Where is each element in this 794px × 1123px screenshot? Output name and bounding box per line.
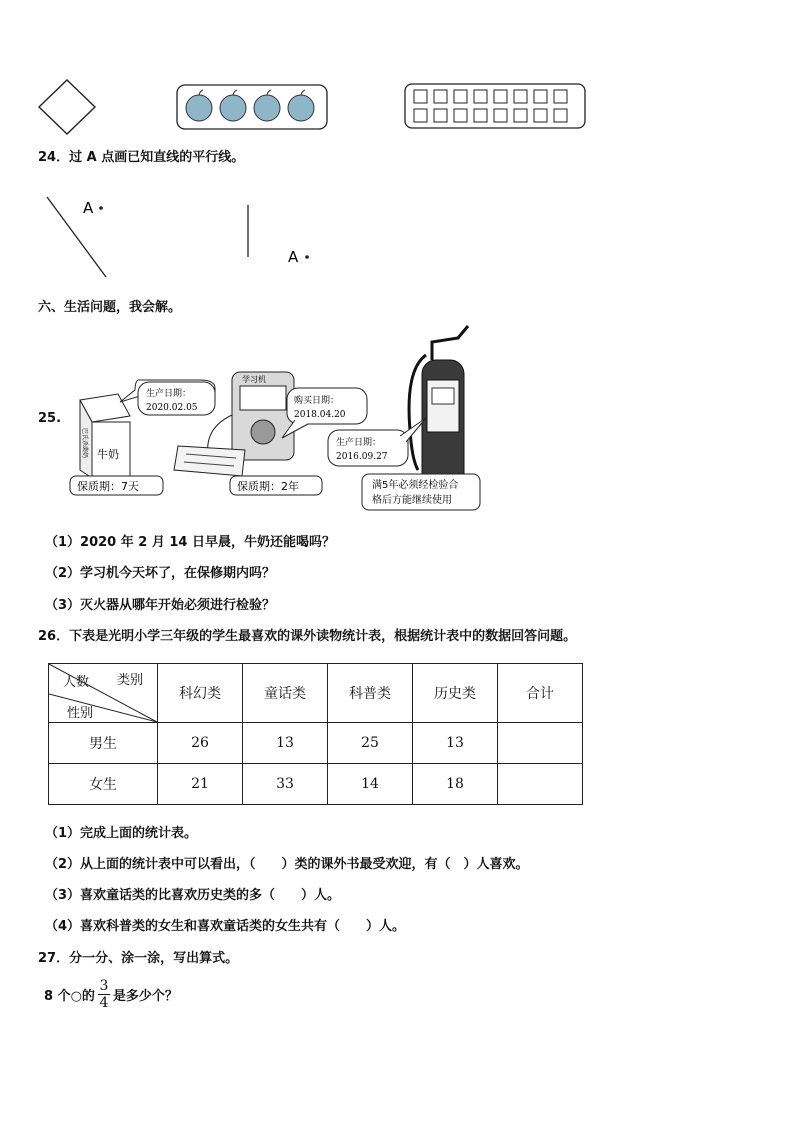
squares-frame [405,84,585,128]
question-27: 27．分一分、涂一涂，写出算式。 [38,951,239,966]
corner-label-gender: 性别 [67,706,94,721]
apple-icon [186,90,212,121]
table-corner-cell [49,664,158,723]
milk-shelf-life: 保质期：7天 [77,480,139,493]
question-25-sub2: （2）学习机今天坏了，在保修期内吗？ [45,566,276,581]
extinguisher-bubble-value: 2016.09.27 [336,452,388,462]
question-25-sub1: （1）2020 年 2 月 14 日早晨，牛奶还能喝吗？ [45,535,335,550]
table-cell: 13 [243,723,328,764]
total-cell-blank[interactable] [498,764,583,805]
table-cell: 26 [158,723,243,764]
table-cell: 13 [413,723,498,764]
table-cell: 25 [328,723,413,764]
question-25-sub3: （3）灭火器从哪年开始必须进行检验？ [45,598,276,613]
corner-label-category: 类别 [116,673,143,688]
question-24: 24．过 A 点画已知直线的平行线。 [38,150,245,165]
question-27-prefix: 8 个○的 [44,989,95,1004]
apple-icon [288,90,314,121]
milk-bubble-title: 生产日期： [146,389,192,399]
table-cell: 21 [158,764,243,805]
milk-label: 牛奶 [97,448,119,461]
point-a-label-2: A [288,248,299,266]
table-header-cell: 合计 [498,664,583,723]
apple-icon [254,90,280,121]
row-label: 男生 [49,723,158,764]
table-header-cell: 科幻类 [158,664,243,723]
fraction [98,978,110,1011]
corner-label-count: 人数 [63,675,90,690]
question-26-sub4: （4）喜欢科普类的女生和喜欢童话类的女生共有（ ）人。 [45,919,406,934]
section-6-title: 六、生活问题，我会解。 [38,300,182,315]
question-26-sub3: （3）喜欢童话类的比喜欢历史类的多（ ）人。 [45,888,341,903]
parallel-line-figure [0,185,400,285]
point-a-dot-1 [99,206,103,210]
learner-bubble-title: 购买日期： [294,396,340,406]
table-header-cell: 科普类 [328,664,413,723]
learner-bubble-value: 2018.04.20 [294,410,346,420]
table-header-row [49,664,583,723]
question-25-number: 25. [38,411,62,426]
life-problem-illustration [60,320,490,515]
table-header-cell: 历史类 [413,664,498,723]
question-26-sub1: （1）完成上面的统计表。 [45,826,198,841]
extinguisher-note-line1: 满5年必须经检验合 [372,480,459,491]
small-squares-grid [414,90,567,122]
table-cell: 33 [243,764,328,805]
table-row [49,723,583,764]
apple-icon [220,90,246,121]
milk-box-side: 巴氏杀菌奶 [81,428,88,459]
diamond-shape [39,80,95,134]
statistics-table [48,663,583,805]
slanted-line [47,197,106,277]
fire-extinguisher [409,326,468,492]
table-cell: 14 [328,764,413,805]
fraction-numerator: 3 [99,978,109,994]
row-label: 女生 [49,764,158,805]
fraction-denominator: 4 [99,995,109,1011]
point-a-label-1: A [83,199,94,217]
milk-carton [80,394,130,478]
point-a-dot-2 [305,255,309,259]
top-shapes-figure [0,70,794,142]
question-26: 26．下表是光明小学三年级的学生最喜欢的课外读物统计表，根据统计表中的数据回答问题。 [38,629,577,644]
table-header-cell: 童话类 [243,664,328,723]
total-cell-blank[interactable] [498,723,583,764]
question-27-prompt [44,978,178,1011]
learning-machine-label: 学习机 [242,375,266,384]
question-26-sub2: （2）从上面的统计表中可以看出，（ ）类的课外书最受欢迎，有（ ）人喜欢。 [45,857,529,872]
extinguisher-note-line2: 格后方能继续使用 [372,495,452,506]
milk-bubble-value: 2020.02.05 [146,403,198,413]
learner-shelf-life: 保质期：2年 [237,480,299,493]
extinguisher-bubble-title: 生产日期： [336,438,382,448]
table-cell: 18 [413,764,498,805]
table-row [49,764,583,805]
question-27-suffix: 是多少个？ [112,989,178,1004]
